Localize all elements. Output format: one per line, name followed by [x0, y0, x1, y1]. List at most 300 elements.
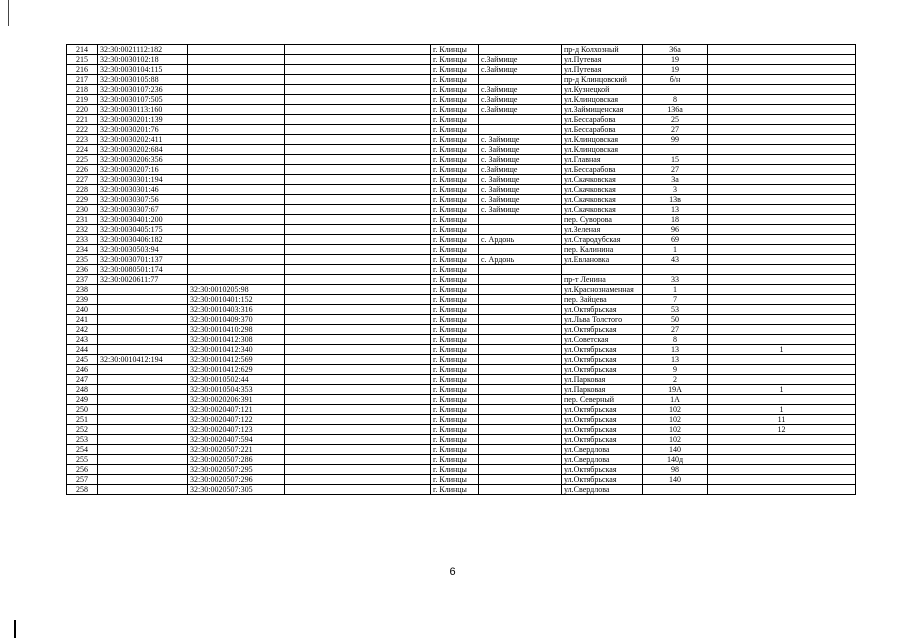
apartment-number: [708, 255, 856, 265]
city-name: г. Клинцы: [431, 455, 479, 465]
street-name: ул.Скачковская: [562, 175, 643, 185]
row-number: 222: [67, 125, 98, 135]
apartment-number: [708, 355, 856, 365]
street-name: ул.Клинцовская: [562, 95, 643, 105]
settlement-name: [479, 335, 562, 345]
city-name: г. Клинцы: [431, 75, 479, 85]
cadastral-number-primary: [98, 465, 188, 475]
table-row: [67, 85, 856, 95]
blank-cell: [285, 225, 431, 235]
blank-cell: [285, 55, 431, 65]
table-row: [67, 345, 856, 355]
cadastral-number-primary: 32:30:0030701:137: [98, 255, 188, 265]
street-name: [562, 265, 643, 275]
table-row: [67, 75, 856, 85]
city-name: г. Клинцы: [431, 375, 479, 385]
cadastral-number-secondary: [188, 85, 285, 95]
street-name: ул.Кузнецкой: [562, 85, 643, 95]
settlement-name: с. Займище: [479, 195, 562, 205]
street-name: ул.Стародубская: [562, 235, 643, 245]
house-number: 140: [643, 445, 708, 455]
cadastral-number-secondary: 32:30:0010412:308: [188, 335, 285, 345]
city-name: г. Клинцы: [431, 325, 479, 335]
city-name: г. Клинцы: [431, 265, 479, 275]
apartment-number: [708, 95, 856, 105]
row-number: 255: [67, 455, 98, 465]
blank-cell: [285, 115, 431, 125]
apartment-number: 1: [708, 405, 856, 415]
blank-cell: [285, 165, 431, 175]
city-name: г. Клинцы: [431, 45, 479, 55]
row-number: 236: [67, 265, 98, 275]
city-name: г. Клинцы: [431, 235, 479, 245]
cadastral-number-primary: 32:30:0030107:236: [98, 85, 188, 95]
apartment-number: [708, 435, 856, 445]
table-row: [67, 485, 856, 495]
cadastral-number-primary: 32:30:0030503:94: [98, 245, 188, 255]
apartment-number: [708, 165, 856, 175]
settlement-name: [479, 375, 562, 385]
cadastral-number-primary: [98, 435, 188, 445]
apartment-number: [708, 185, 856, 195]
cadastral-number-secondary: [188, 65, 285, 75]
street-name: ул.Займищенская: [562, 105, 643, 115]
cadastral-number-secondary: [188, 215, 285, 225]
blank-cell: [285, 175, 431, 185]
street-name: ул.Бессарабова: [562, 165, 643, 175]
cadastral-number-primary: [98, 295, 188, 305]
house-number: 19А: [643, 385, 708, 395]
apartment-number: 11: [708, 415, 856, 425]
blank-cell: [285, 455, 431, 465]
cadastral-number-secondary: 32:30:0020407:122: [188, 415, 285, 425]
table-row: [67, 475, 856, 485]
cadastral-number-secondary: 32:30:0010412:340: [188, 345, 285, 355]
apartment-number: 1: [708, 345, 856, 355]
row-number: 227: [67, 175, 98, 185]
street-name: ул.Октябрьская: [562, 435, 643, 445]
table-row: [67, 125, 856, 135]
blank-cell: [285, 105, 431, 115]
apartment-number: [708, 115, 856, 125]
house-number: 2: [643, 375, 708, 385]
cadastral-number-secondary: 32:30:0010401:152: [188, 295, 285, 305]
city-name: г. Клинцы: [431, 435, 479, 445]
city-name: г. Клинцы: [431, 275, 479, 285]
city-name: г. Клинцы: [431, 65, 479, 75]
table-row: [67, 445, 856, 455]
apartment-number: [708, 335, 856, 345]
table-row: [67, 455, 856, 465]
table-row: [67, 245, 856, 255]
cadastral-number-secondary: [188, 235, 285, 245]
table-row: [67, 395, 856, 405]
cadastral-number-secondary: 32:30:0020407:594: [188, 435, 285, 445]
cadastral-number-secondary: [188, 115, 285, 125]
row-number: 234: [67, 245, 98, 255]
scan-edge-mark: [8, 0, 9, 26]
cadastral-number-primary: [98, 305, 188, 315]
registry-table: [66, 44, 856, 495]
street-name: пр-т Ленина: [562, 275, 643, 285]
cadastral-number-secondary: [188, 105, 285, 115]
table-row: [67, 185, 856, 195]
blank-cell: [285, 155, 431, 165]
street-name: ул.Свердлова: [562, 455, 643, 465]
city-name: г. Клинцы: [431, 175, 479, 185]
settlement-name: [479, 245, 562, 255]
settlement-name: [479, 405, 562, 415]
settlement-name: [479, 415, 562, 425]
apartment-number: [708, 455, 856, 465]
apartment-number: [708, 135, 856, 145]
settlement-name: [479, 285, 562, 295]
house-number: 18: [643, 215, 708, 225]
settlement-name: с.Займище: [479, 95, 562, 105]
street-name: ул.Главная: [562, 155, 643, 165]
house-number: 27: [643, 325, 708, 335]
settlement-name: с. Ардонь: [479, 235, 562, 245]
city-name: г. Клинцы: [431, 205, 479, 215]
street-name: ул.Скачковская: [562, 205, 643, 215]
table-row: [67, 435, 856, 445]
blank-cell: [285, 425, 431, 435]
row-number: 248: [67, 385, 98, 395]
table-row: [67, 175, 856, 185]
city-name: г. Клинцы: [431, 475, 479, 485]
cadastral-number-secondary: 32:30:0020206:391: [188, 395, 285, 405]
cadastral-number-primary: [98, 335, 188, 345]
blank-cell: [285, 265, 431, 275]
table-row: [67, 365, 856, 375]
settlement-name: [479, 75, 562, 85]
cadastral-number-primary: [98, 475, 188, 485]
blank-cell: [285, 465, 431, 475]
blank-cell: [285, 395, 431, 405]
table-row: [67, 315, 856, 325]
house-number: 140: [643, 475, 708, 485]
street-name: пер. Зайцева: [562, 295, 643, 305]
street-name: ул.Октябрьская: [562, 355, 643, 365]
table-row: [67, 105, 856, 115]
settlement-name: [479, 465, 562, 475]
house-number: 13: [643, 205, 708, 215]
table-row: [67, 335, 856, 345]
cadastral-number-primary: [98, 455, 188, 465]
city-name: г. Клинцы: [431, 145, 479, 155]
city-name: г. Клинцы: [431, 125, 479, 135]
cadastral-number-secondary: [188, 275, 285, 285]
cadastral-number-primary: [98, 395, 188, 405]
house-number: 43: [643, 255, 708, 265]
table-row: [67, 145, 856, 155]
blank-cell: [285, 415, 431, 425]
cadastral-number-primary: 32:30:0030105:88: [98, 75, 188, 85]
row-number: 218: [67, 85, 98, 95]
row-number: 243: [67, 335, 98, 345]
table-row: [67, 415, 856, 425]
row-number: 232: [67, 225, 98, 235]
house-number: 19: [643, 55, 708, 65]
street-name: ул.Свердлова: [562, 485, 643, 495]
table-row: [67, 275, 856, 285]
cadastral-number-secondary: [188, 95, 285, 105]
row-number: 230: [67, 205, 98, 215]
row-number: 239: [67, 295, 98, 305]
settlement-name: [479, 355, 562, 365]
city-name: г. Клинцы: [431, 345, 479, 355]
house-number: [643, 145, 708, 155]
city-name: г. Клинцы: [431, 115, 479, 125]
house-number: 102: [643, 405, 708, 415]
table-row: [67, 425, 856, 435]
table-row: [67, 135, 856, 145]
blank-cell: [285, 445, 431, 455]
city-name: г. Клинцы: [431, 185, 479, 195]
row-number: 219: [67, 95, 98, 105]
row-number: 241: [67, 315, 98, 325]
cadastral-number-secondary: 32:30:0020507:295: [188, 465, 285, 475]
table-row: [67, 235, 856, 245]
settlement-name: [479, 385, 562, 395]
cadastral-number-secondary: 32:30:0010412:629: [188, 365, 285, 375]
street-name: ул.Льва Толстого: [562, 315, 643, 325]
apartment-number: 1: [708, 385, 856, 395]
cadastral-number-primary: 32:30:0030102:18: [98, 55, 188, 65]
blank-cell: [285, 145, 431, 155]
blank-cell: [285, 65, 431, 75]
house-number: 1А: [643, 395, 708, 405]
table-row: [67, 65, 856, 75]
row-number: 235: [67, 255, 98, 265]
cadastral-number-primary: [98, 345, 188, 355]
cadastral-number-primary: 32:30:0030206:356: [98, 155, 188, 165]
apartment-number: [708, 375, 856, 385]
street-name: пер. Суворова: [562, 215, 643, 225]
row-number: 216: [67, 65, 98, 75]
house-number: 69: [643, 235, 708, 245]
row-number: 246: [67, 365, 98, 375]
table-row: [67, 195, 856, 205]
street-name: ул.Бессарабова: [562, 115, 643, 125]
cadastral-number-secondary: 32:30:0010410:298: [188, 325, 285, 335]
house-number: 1: [643, 245, 708, 255]
table-row: [67, 295, 856, 305]
settlement-name: [479, 275, 562, 285]
house-number: 50: [643, 315, 708, 325]
table-row: [67, 215, 856, 225]
cadastral-number-primary: 32:30:0080501:174: [98, 265, 188, 275]
house-number: 27: [643, 165, 708, 175]
apartment-number: [708, 315, 856, 325]
blank-cell: [285, 385, 431, 395]
cadastral-number-secondary: 32:30:0010403:316: [188, 305, 285, 315]
settlement-name: с.Займище: [479, 165, 562, 175]
cadastral-number-primary: 32:30:0030201:139: [98, 115, 188, 125]
settlement-name: [479, 265, 562, 275]
city-name: г. Клинцы: [431, 355, 479, 365]
street-name: ул.Скачковская: [562, 195, 643, 205]
cadastral-number-secondary: 32:30:0010409:370: [188, 315, 285, 325]
cadastral-number-primary: 32:30:0030307:67: [98, 205, 188, 215]
table-row: [67, 265, 856, 275]
cadastral-number-secondary: [188, 195, 285, 205]
cadastral-number-primary: [98, 385, 188, 395]
house-number: 1: [643, 285, 708, 295]
city-name: г. Клинцы: [431, 135, 479, 145]
row-number: 257: [67, 475, 98, 485]
blank-cell: [285, 125, 431, 135]
city-name: г. Клинцы: [431, 445, 479, 455]
city-name: г. Клинцы: [431, 215, 479, 225]
street-name: ул.Путевая: [562, 65, 643, 75]
blank-cell: [285, 355, 431, 365]
apartment-number: [708, 465, 856, 475]
settlement-name: [479, 365, 562, 375]
row-number: 249: [67, 395, 98, 405]
city-name: г. Клинцы: [431, 295, 479, 305]
row-number: 237: [67, 275, 98, 285]
row-number: 252: [67, 425, 98, 435]
house-number: 8: [643, 95, 708, 105]
city-name: г. Клинцы: [431, 415, 479, 425]
settlement-name: [479, 225, 562, 235]
row-number: 224: [67, 145, 98, 155]
table-row: [67, 155, 856, 165]
row-number: 256: [67, 465, 98, 475]
row-number: 258: [67, 485, 98, 495]
blank-cell: [285, 435, 431, 445]
blank-cell: [285, 235, 431, 245]
house-number: 15: [643, 155, 708, 165]
city-name: г. Клинцы: [431, 165, 479, 175]
cadastral-number-secondary: [188, 125, 285, 135]
row-number: 253: [67, 435, 98, 445]
city-name: г. Клинцы: [431, 95, 479, 105]
cadastral-number-primary: [98, 485, 188, 495]
street-name: ул.Октябрьская: [562, 405, 643, 415]
blank-cell: [285, 75, 431, 85]
blank-cell: [285, 285, 431, 295]
apartment-number: [708, 475, 856, 485]
city-name: г. Клинцы: [431, 255, 479, 265]
cadastral-number-primary: 32:30:0020611:77: [98, 275, 188, 285]
house-number: [643, 265, 708, 275]
house-number: [643, 85, 708, 95]
apartment-number: [708, 485, 856, 495]
apartment-number: [708, 145, 856, 155]
settlement-name: с. Займище: [479, 135, 562, 145]
cadastral-number-secondary: [188, 165, 285, 175]
settlement-name: [479, 435, 562, 445]
street-name: ул.Зеленая: [562, 225, 643, 235]
settlement-name: с. Займище: [479, 155, 562, 165]
city-name: г. Клинцы: [431, 85, 479, 95]
table-row: [67, 285, 856, 295]
cadastral-number-secondary: 32:30:0010205:98: [188, 285, 285, 295]
house-number: 140д: [643, 455, 708, 465]
row-number: 247: [67, 375, 98, 385]
street-name: ул.Октябрьская: [562, 345, 643, 355]
settlement-name: [479, 475, 562, 485]
cadastral-number-secondary: [188, 145, 285, 155]
street-name: ул.Октябрьская: [562, 465, 643, 475]
cadastral-number-secondary: [188, 225, 285, 235]
blank-cell: [285, 375, 431, 385]
cadastral-number-primary: [98, 405, 188, 415]
city-name: г. Клинцы: [431, 425, 479, 435]
cadastral-number-secondary: [188, 135, 285, 145]
street-name: пр-д Колхозный: [562, 45, 643, 55]
street-name: ул.Парковая: [562, 385, 643, 395]
cadastral-number-primary: 32:30:0030307:56: [98, 195, 188, 205]
cadastral-number-primary: 32:30:0030202:411: [98, 135, 188, 145]
house-number: 102: [643, 415, 708, 425]
city-name: г. Клинцы: [431, 225, 479, 235]
cadastral-number-primary: 32:30:0030401:200: [98, 215, 188, 225]
blank-cell: [285, 205, 431, 215]
blank-cell: [285, 335, 431, 345]
table-row: [67, 165, 856, 175]
cadastral-number-secondary: [188, 55, 285, 65]
row-number: 244: [67, 345, 98, 355]
house-number: [643, 485, 708, 495]
settlement-name: [479, 445, 562, 455]
row-number: 245: [67, 355, 98, 365]
page-number: 6: [449, 566, 456, 578]
row-number: 233: [67, 235, 98, 245]
table-row: [67, 115, 856, 125]
row-number: 238: [67, 285, 98, 295]
city-name: г. Клинцы: [431, 385, 479, 395]
blank-cell: [285, 475, 431, 485]
street-name: ул.Октябрьская: [562, 415, 643, 425]
row-number: 229: [67, 195, 98, 205]
house-number: 3а: [643, 175, 708, 185]
row-number: 231: [67, 215, 98, 225]
row-number: 223: [67, 135, 98, 145]
apartment-number: [708, 325, 856, 335]
settlement-name: с.Займище: [479, 65, 562, 75]
cadastral-number-primary: 32:30:0030107:505: [98, 95, 188, 105]
cadastral-number-primary: [98, 375, 188, 385]
street-name: ул.Октябрьская: [562, 325, 643, 335]
house-number: 3: [643, 185, 708, 195]
cadastral-number-secondary: [188, 45, 285, 55]
row-number: 225: [67, 155, 98, 165]
apartment-number: [708, 365, 856, 375]
street-name: пер. Северный: [562, 395, 643, 405]
house-number: 36а: [643, 45, 708, 55]
house-number: 9: [643, 365, 708, 375]
house-number: 13в: [643, 195, 708, 205]
blank-cell: [285, 255, 431, 265]
house-number: 136а: [643, 105, 708, 115]
cadastral-number-secondary: [188, 255, 285, 265]
row-number: 250: [67, 405, 98, 415]
blank-cell: [285, 345, 431, 355]
city-name: г. Клинцы: [431, 465, 479, 475]
street-name: ул.Евлановка: [562, 255, 643, 265]
row-number: 242: [67, 325, 98, 335]
city-name: г. Клинцы: [431, 305, 479, 315]
apartment-number: [708, 285, 856, 295]
cadastral-number-primary: 32:30:0030207:16: [98, 165, 188, 175]
house-number: 25: [643, 115, 708, 125]
cadastral-number-secondary: 32:30:0020407:123: [188, 425, 285, 435]
cadastral-number-primary: [98, 365, 188, 375]
city-name: г. Клинцы: [431, 195, 479, 205]
